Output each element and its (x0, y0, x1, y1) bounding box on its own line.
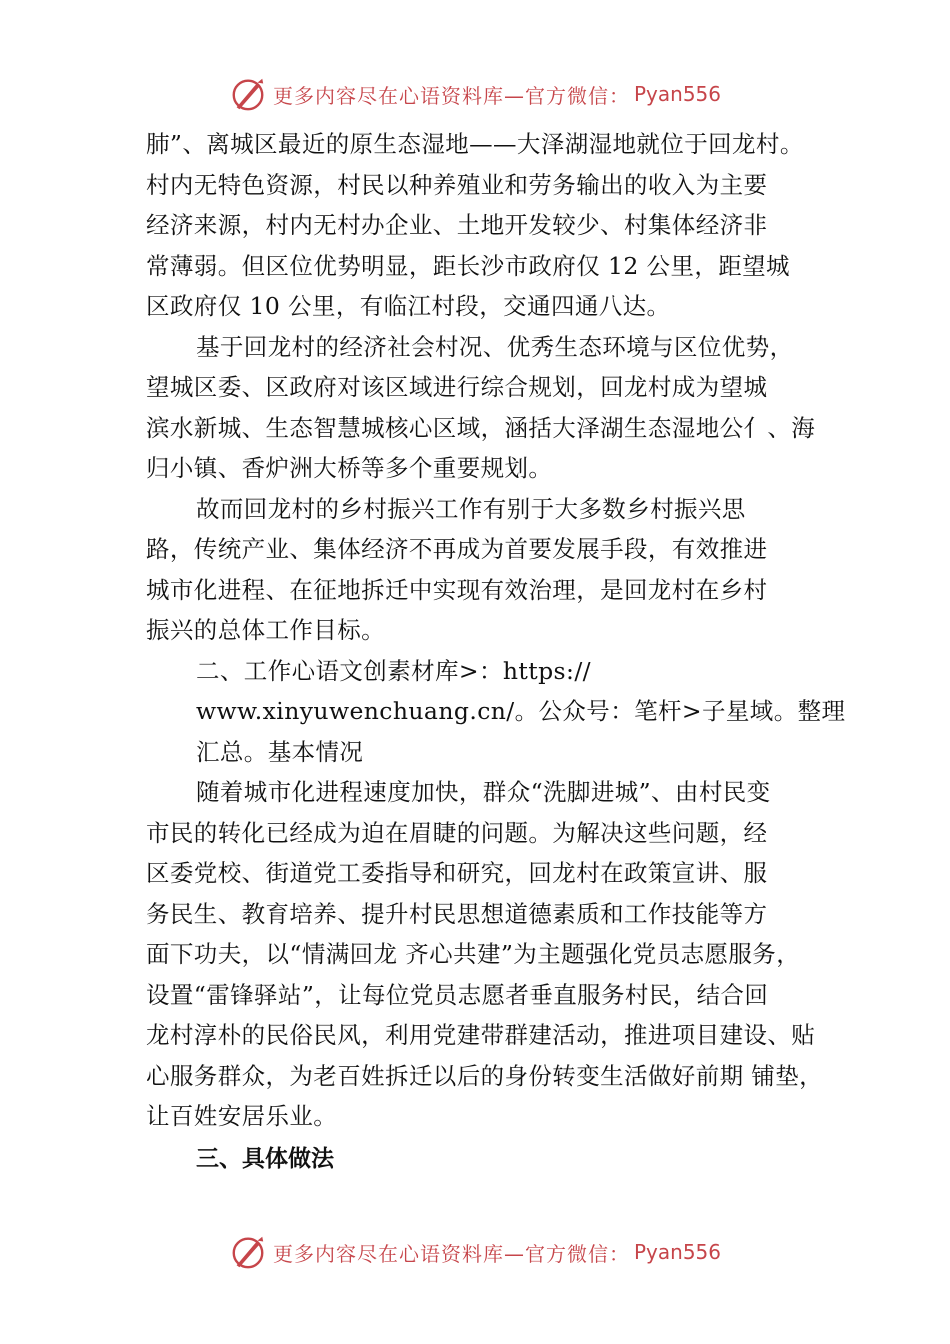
text-line: 随着城市化进程速度加快，群众“洗脚进城”、由村民变 (196, 778, 771, 806)
text-line: 滨水新城、生态智慧城核心区域，涵括大泽湖生态湿地公⺅、海 (146, 413, 816, 442)
pen-logo-icon (229, 75, 267, 113)
text-line: 心服务群众，为老百姓拆迁以后的身份转变生活做好前期 铺垫， (146, 1061, 824, 1090)
pen-logo-icon (229, 1233, 267, 1271)
text-line: 设置“雷锋驿站”，让每位党员志愿者垂直服务村民，结合回 (146, 980, 769, 1009)
text-line: 二、工作心语文创素材库>：https:// (196, 656, 591, 685)
text-line: 基于回龙村的经济社会村况、优秀生态环境与区位优势， (196, 332, 794, 361)
section-heading: 三、具体做法 (196, 1145, 334, 1172)
document-body (146, 124, 846, 1179)
footer-watermark (0, 1230, 950, 1274)
text-line: 村内无特色资源，村民以种养殖业和劳务输出的收入为主要 (146, 170, 768, 199)
watermark-text: 更多内容尽在心语资料库—官方微信： (272, 1241, 630, 1266)
text-line: 城市化进程、在征地拆迁中实现有效治理，是回龙村在乡村 (146, 575, 768, 604)
text-line: 望城区委、区政府对该区域进行综合规划，回龙村成为望城 (146, 373, 768, 401)
text-line: 市民的转化已经成为迫在眉睫的问题。为解决这些问题，经 (146, 818, 768, 847)
text-line: 常薄弱。但区位优势明显，距长沙市政府仅 12 公里，距望城 (146, 251, 790, 280)
text-line: 经济来源，村内无村办企业、土地开发较少、村集体经济非 (146, 211, 768, 239)
text-line: www.xinyuwenchuang.cn/。公众号：笔杆>子星域。整理 (196, 697, 846, 725)
text-line: 让百姓安居乐业。 (146, 1102, 338, 1130)
text-line: 路，传统产业、集体经济不再成为首要发展手段，有效推进 (146, 535, 768, 563)
watermark-wechat-id: Pyan556 (633, 1240, 721, 1264)
text-line: 务民生、教育培养、提升村民思想道德素质和工作技能等方 (146, 899, 768, 928)
text-line: 归小镇、香炉洲大桥等多个重要规划。 (146, 454, 553, 482)
text-line: 区政府仅 10 公里，有临江村段，交通四通八达。 (146, 292, 671, 320)
text-line: 肺”、离城区最近的原生态湿地——大泽湖湿地就位于回龙村。 (146, 130, 804, 158)
text-line: 区委党校、街道党工委指导和研究，回龙村在政策宣讲、服 (146, 859, 768, 887)
text-line: 面下功夫，以“情满回龙 齐心共建”为主题强化党员志愿服务， (146, 940, 801, 968)
text-line: 故而回龙村的乡村振兴工作有别于大多数乡村振兴思 (196, 494, 746, 523)
watermark-wechat-id: Pyan556 (633, 82, 721, 106)
watermark-text: 更多内容尽在心语资料库—官方微信： (272, 83, 630, 108)
text-line: 汇总。基本情况 (196, 737, 364, 766)
text-line: 振兴的总体工作目标。 (146, 616, 385, 644)
header-watermark (0, 72, 950, 116)
text-line: 龙村淳朴的民俗民风，利用党建带群建活动，推进项目建设、贴 (146, 1021, 816, 1049)
